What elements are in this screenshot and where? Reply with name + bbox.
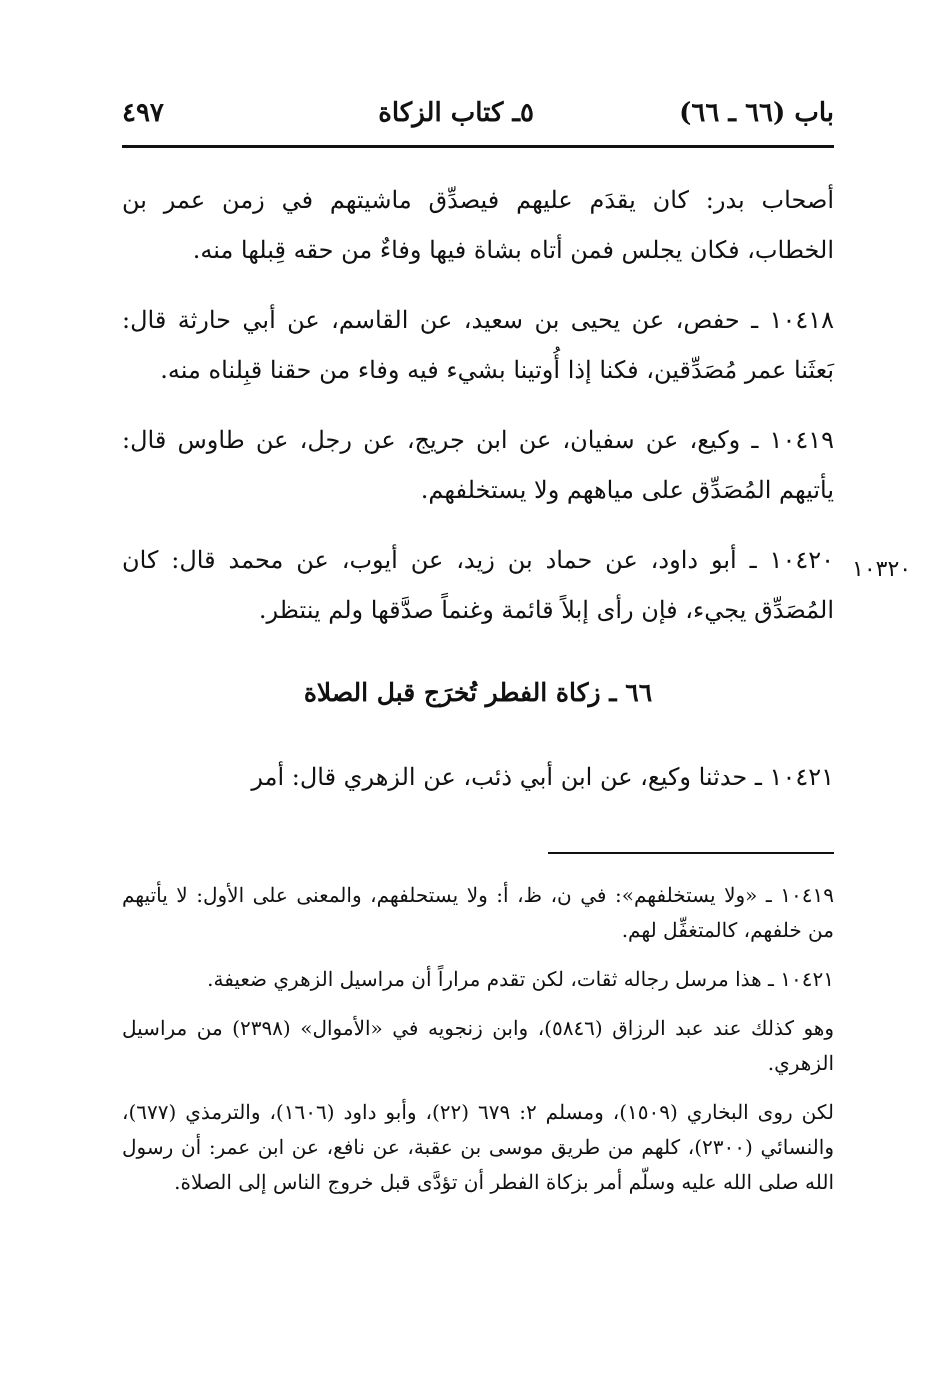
footnote-10421: ١٠٤٢١ ـ هذا مرسل رجاله ثقات، لكن تقدم مراراً أن مراسيل الزهري ضعيفة. — [207, 967, 834, 991]
footnote-10419: ١٠٤١٩ ـ «ولا يستخلفهم»: في ن، ظ، أ: ولا يستحلفهم، والمعنى على الأول: لا يأتيهم من خلفهم، كالمتغفِّل لهم. — [122, 883, 834, 942]
paragraph-10419: ١٠٤١٩ ـ وكيع، عن سفيان، عن ابن جريج، عن رجل، عن طاوس قال: يأتيهم المُصَدِّق على مياههم ولا يستخلفهم. — [122, 426, 834, 504]
page-number: ٤٩٧ — [122, 98, 164, 128]
footnote-10421-sources: وهو كذلك عند عبد الرزاق (٥٨٤٦)، وابن زنجويه في «الأموال» (٢٣٩٨) من مراسيل الزهري. — [122, 1016, 834, 1075]
section-title: ٦٦ ـ زكاة الفطر تُخرَج قبل الصلاة — [303, 678, 653, 707]
main-text — [122, 175, 834, 655]
footnote-divider — [548, 852, 834, 854]
running-header — [122, 86, 834, 142]
paragraph-10421: ١٠٤٢١ ـ حدثنا وكيع، عن ابن أبي ذئب، عن الزهري قال: أمر — [251, 763, 834, 791]
paragraph-1: أصحاب بدر: كان يقدَم عليهم فيصدِّق ماشيتهم في زمن عمر بن الخطاب، فكان يجلس فمن أتاه بشاة فيها وفاءٌ من حقه قِبلها منه. — [122, 186, 834, 264]
book-title: ٥ـ كتاب الزكاة — [378, 98, 534, 128]
header-divider — [122, 145, 834, 148]
main-text-continued — [122, 752, 834, 822]
footnote-10421-hadith: لكن روى البخاري (١٥٠٩)، ومسلم ٢: ٦٧٩ (٢٢)، وأبو داود (١٦٠٦)، والترمذي (٦٧٧)، والنسائي (٢٣٠٠)، كلهم من طريق موسى بن عقبة، عن نافع، عن ابن عمر: أن رسول الله صلى الله عليه وسلّم أمر بزكاة الفطر أن تؤدَّى قبل خروج الناس إلى الصلاة. — [122, 1100, 834, 1194]
paragraph-10418: ١٠٤١٨ ـ حفص، عن يحيى بن سعيد، عن القاسم، عن أبي حارثة قال: بَعثَنا عمر مُصَدِّقين، فكنا إذا أُوتينا بشيء فيه وفاء من حقنا قبِلناه منه. — [122, 306, 834, 384]
chapter-heading: باب (٦٦ ـ ٦٦) — [679, 98, 834, 128]
paragraph-10420: ١٠٤٢٠ ـ أبو داود، عن حماد بن زيد، عن أيوب، عن محمد قال: كان المُصَدِّق يجيء، فإن رأى إبلاً قائمة وغنماً صدَّقها ولم ينتظر. — [122, 546, 834, 624]
footnotes — [122, 878, 834, 1214]
margin-reference-number: ١٠٣٢٠ — [852, 557, 912, 582]
